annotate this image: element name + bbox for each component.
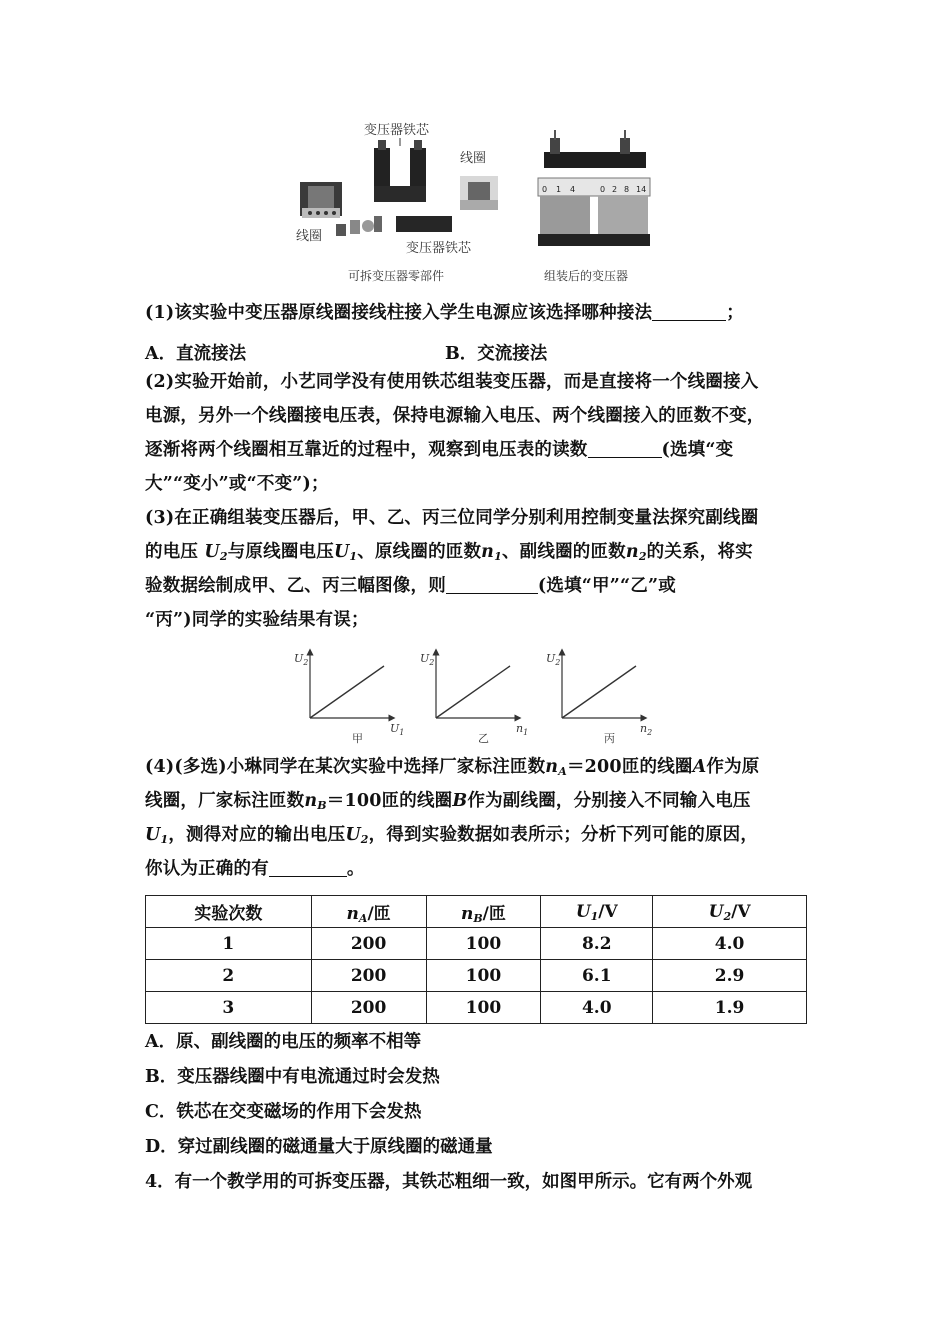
table-row bbox=[146, 960, 807, 992]
caption-assembled: 组装后的变压器 bbox=[544, 269, 629, 283]
question-4 bbox=[145, 750, 807, 886]
graph-yi-caption: 乙 bbox=[478, 732, 489, 745]
q3-line2a: 的电压 bbox=[145, 542, 199, 562]
scale-0a: 0 bbox=[542, 185, 548, 194]
table-cell: 1.9 bbox=[653, 992, 807, 1024]
table-cell: 100 bbox=[426, 992, 541, 1024]
data-table bbox=[145, 895, 807, 1024]
table-cell: 4.0 bbox=[653, 928, 807, 960]
q2-line4: 大”“变小”或“不变”)； bbox=[145, 474, 329, 494]
graph-bing-xlabel: $n_2$ bbox=[640, 722, 653, 737]
q3-line2b: 与原线圈电压 bbox=[227, 542, 334, 562]
label-core-bottom: 变压器铁芯 bbox=[406, 241, 472, 256]
coil-A: A bbox=[692, 757, 707, 777]
scale-0b: 0 bbox=[600, 185, 606, 194]
graph-bing-ylabel: $U_2$ bbox=[546, 652, 561, 667]
var-nB: $n_B$ bbox=[304, 791, 327, 812]
q4-line1a: (4)(多选)小琳同学在某次实验中选择厂家标注匝数 bbox=[145, 757, 546, 777]
scale-8: 8 bbox=[624, 185, 630, 194]
var-u2: $U_2$ bbox=[204, 542, 228, 563]
table-cell: 8.2 bbox=[541, 928, 653, 960]
table-cell: 2 bbox=[146, 960, 312, 992]
table-cell: 1 bbox=[146, 928, 312, 960]
q4-line2c: 作为副线圈，分别接入不同输入电压 bbox=[467, 791, 751, 811]
var-U1: $U_1$ bbox=[145, 825, 169, 846]
q2-line3b: (选填“变 bbox=[661, 440, 734, 460]
table-cell: 100 bbox=[426, 928, 541, 960]
q2-line1: (2)实验开始前，小艺同学没有使用铁芯组装变压器，而是直接将一个线圈接入 bbox=[145, 372, 759, 392]
q4-line1c: 作为原 bbox=[706, 757, 760, 777]
q4-line1b: ＝200匝的线圈 bbox=[566, 757, 693, 777]
q4-line3a: ，测得对应的输出电压 bbox=[168, 825, 346, 845]
header-U1: $U_1/V$ bbox=[541, 896, 653, 928]
caption-parts: 可拆变压器零部件 bbox=[348, 269, 445, 283]
question-3 bbox=[145, 501, 807, 637]
q2-line2: 电源，另外一个线圈接电压表，保持电源输入电压、两个线圈接入的匝数不变， bbox=[145, 406, 765, 426]
var-nA: $n_A$ bbox=[545, 757, 567, 778]
q3-line2c: 、原线圈的匝数 bbox=[357, 542, 482, 562]
u-core-image bbox=[374, 140, 426, 202]
scale-14: 14 bbox=[636, 185, 647, 194]
table-cell: 6.1 bbox=[541, 960, 653, 992]
graph-bing bbox=[546, 652, 652, 745]
table-cell: 200 bbox=[311, 960, 426, 992]
option-d: D．穿过副线圈的磁通量大于原线圈的磁通量 bbox=[145, 1137, 493, 1157]
q1-end: ； bbox=[726, 303, 744, 323]
option-b: B．变压器线圈中有电流通过时会发热 bbox=[145, 1067, 440, 1087]
q4-blank[interactable] bbox=[269, 856, 347, 877]
label-coil-right: 线圈 bbox=[460, 151, 487, 166]
q4-line4b: 。 bbox=[346, 859, 365, 879]
q4-line2a: 线圈，厂家标注匝数 bbox=[145, 791, 305, 811]
graph-yi-line bbox=[436, 666, 510, 718]
q3-line3a: 验数据绘制成甲、乙、丙三幅图像，则 bbox=[145, 576, 446, 596]
graphs bbox=[286, 646, 670, 746]
q2-line3a: 逐渐将两个线圈相互靠近的过程中，观察到电压表的读数 bbox=[145, 440, 588, 460]
coil-right-image bbox=[460, 176, 498, 210]
q3-blank[interactable] bbox=[446, 573, 538, 594]
coil-B: B bbox=[452, 791, 468, 811]
table-cell: 200 bbox=[311, 992, 426, 1024]
question-2 bbox=[145, 365, 807, 501]
graph-jia-caption: 甲 bbox=[352, 732, 363, 745]
q1-option-b: B．交流接法 bbox=[445, 344, 548, 364]
coil-left-image bbox=[300, 182, 342, 218]
table-cell: 200 bbox=[311, 928, 426, 960]
var-u1: $U_1$ bbox=[333, 542, 358, 563]
q2-blank[interactable] bbox=[588, 437, 662, 458]
q3-line2e: 的关系，将实 bbox=[646, 542, 753, 562]
graph-jia-xlabel: $U_1$ bbox=[390, 722, 405, 737]
var-n1: $n_1$ bbox=[481, 542, 502, 563]
header-trial: 实验次数 bbox=[146, 896, 312, 928]
table-cell: 100 bbox=[426, 960, 541, 992]
transformer-photo bbox=[288, 116, 662, 291]
graph-yi bbox=[420, 652, 528, 745]
graph-jia-line bbox=[310, 666, 384, 718]
q3-line4: “丙”)同学的实验结果有误； bbox=[145, 610, 369, 630]
bar-core-image bbox=[396, 216, 452, 232]
table-cell: 4.0 bbox=[541, 992, 653, 1024]
scale-2: 2 bbox=[612, 185, 618, 194]
header-nA: $n_A/$匝 bbox=[311, 896, 426, 928]
q3-line2d: 、副线圈的匝数 bbox=[501, 542, 626, 562]
table-cell: 3 bbox=[146, 992, 312, 1024]
option-c: C．铁芯在交变磁场的作用下会发热 bbox=[145, 1102, 422, 1122]
var-n2: $n_2$ bbox=[625, 542, 647, 563]
graph-bing-line bbox=[562, 666, 636, 718]
label-core-top: 变压器铁芯 bbox=[364, 123, 430, 138]
q3-line1: (3)在正确组装变压器后，甲、乙、丙三位同学分别利用控制变量法探究副线圈 bbox=[145, 508, 759, 528]
table-header-row bbox=[146, 896, 807, 928]
table-cell: 2.9 bbox=[653, 960, 807, 992]
small-parts-image bbox=[336, 216, 382, 236]
q4-line2b: ＝100匝的线圈 bbox=[326, 791, 453, 811]
q1-blank[interactable] bbox=[652, 300, 726, 321]
header-U2: $U_2/V$ bbox=[653, 896, 807, 928]
graph-yi-xlabel: $n_1$ bbox=[516, 722, 529, 737]
scale-1: 1 bbox=[556, 185, 562, 194]
graph-jia-ylabel: $U_2$ bbox=[294, 652, 309, 667]
q4-line3b: ，得到实验数据如表所示；分析下列可能的原因， bbox=[368, 825, 759, 845]
header-nB: $n_B/$匝 bbox=[426, 896, 541, 928]
q1-text: (1)该实验中变压器原线圈接线柱接入学生电源应该选择哪种接法 bbox=[145, 303, 653, 323]
assembled-transformer-image bbox=[538, 130, 650, 246]
table-row bbox=[146, 928, 807, 960]
question-1 bbox=[145, 296, 807, 330]
graph-jia bbox=[294, 652, 404, 745]
q4-line4a: 你认为正确的有 bbox=[145, 859, 269, 879]
option-a: A．原、副线圈的电压的频率不相等 bbox=[145, 1032, 422, 1052]
graph-yi-ylabel: $U_2$ bbox=[420, 652, 435, 667]
label-coil-left: 线圈 bbox=[296, 229, 323, 244]
table-row bbox=[146, 992, 807, 1024]
graph-bing-caption: 丙 bbox=[604, 732, 615, 745]
q3-line3b: (选填“甲”“乙”或 bbox=[537, 576, 676, 596]
var-U2: $U_2$ bbox=[345, 825, 369, 846]
q1-option-a: A．直流接法 bbox=[145, 344, 247, 364]
scale-4: 4 bbox=[570, 185, 576, 194]
next-question: 4．有一个教学用的可拆变压器，其铁芯粗细一致，如图甲所示。它有两个外观 bbox=[145, 1172, 753, 1192]
